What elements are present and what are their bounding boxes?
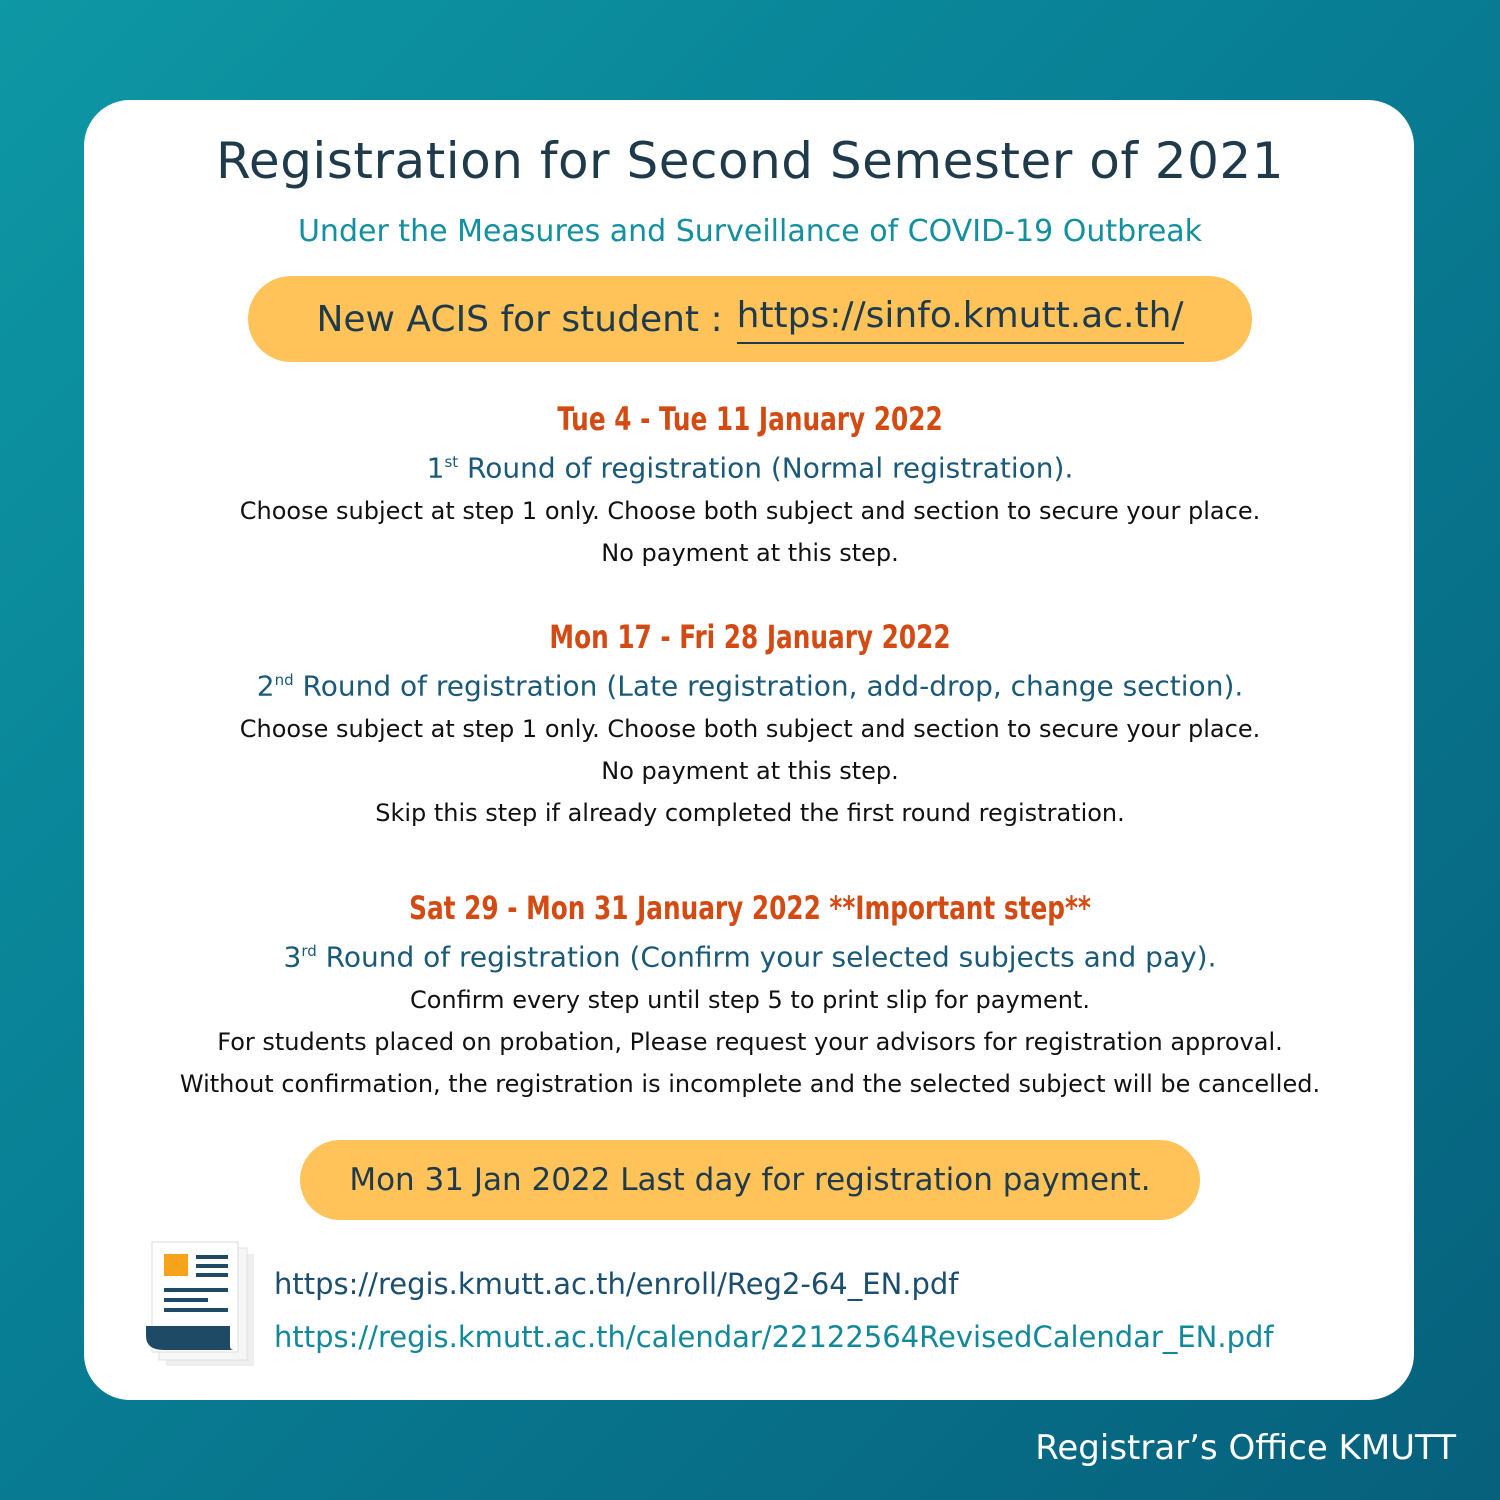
round-title — [100, 929, 1400, 979]
footer-credit: Registrar’s Office KMUTT — [1035, 1428, 1456, 1468]
round-ordinal: rd — [301, 942, 317, 960]
acis-link[interactable]: https://sinfo.kmutt.ac.th/ — [737, 295, 1184, 344]
round-ordinal: nd — [274, 671, 294, 689]
round-date: Sat 29 - Mon 31 January 2022 **Important step** — [409, 889, 1091, 927]
registration-guide-link[interactable]: https://regis.kmutt.ac.th/enroll/Reg2-64_EN.pdf — [274, 1267, 959, 1301]
round-section-2 — [100, 616, 1400, 834]
round-description-line: No payment at this step. — [601, 539, 899, 568]
round-title — [100, 440, 1400, 490]
round-date: Mon 17 - Fri 28 January 2022 — [549, 618, 951, 656]
reference-links — [274, 1258, 1274, 1364]
round-description-line: Choose subject at step 1 only. Choose both subject and section to secure your place. — [239, 715, 1261, 744]
round-date: Tue 4 - Tue 11 January 2022 — [557, 400, 943, 438]
round-description-line: Confirm every step until step 5 to print slip for payment. — [409, 986, 1091, 1015]
round-title-text: Round of registration (Confirm your selected subjects and pay). — [325, 940, 1217, 974]
round-number: 3 — [283, 940, 302, 974]
round-number: 2 — [256, 669, 275, 703]
acis-banner — [248, 276, 1252, 362]
round-description-line: Choose subject at step 1 only. Choose both subject and section to secure your place. — [239, 497, 1261, 526]
acis-label: New ACIS for student : — [316, 298, 723, 340]
round-description-line: No payment at this step. — [601, 757, 899, 786]
page-subtitle: Under the Measures and Surveillance of COVID-19 Outbreak — [297, 214, 1203, 249]
payment-deadline-banner: Mon 31 Jan 2022 Last day for registration payment. — [300, 1140, 1200, 1220]
round-description-line: For students placed on probation, Please request your advisors for registration approval. — [217, 1028, 1283, 1057]
round-description-line: Without confirmation, the registration is incomplete and the selected subject will be cancelled. — [179, 1070, 1321, 1099]
round-description-line: Skip this step if already completed the first round registration. — [375, 799, 1125, 828]
round-title — [100, 658, 1400, 708]
round-section-3 — [100, 887, 1400, 1105]
round-title-text: Round of registration (Normal registration). — [467, 451, 1074, 485]
round-number: 1 — [426, 451, 445, 485]
revised-calendar-link[interactable]: https://regis.kmutt.ac.th/calendar/22122564RevisedCalendar_EN.pdf — [274, 1320, 1274, 1354]
round-title-text: Round of registration (Late registration, add-drop, change section). — [302, 669, 1244, 703]
page-title: Registration for Second Semester of 2021 — [215, 132, 1285, 190]
document-icon — [144, 1240, 258, 1370]
round-ordinal: st — [444, 453, 459, 471]
round-section-1 — [100, 398, 1400, 574]
